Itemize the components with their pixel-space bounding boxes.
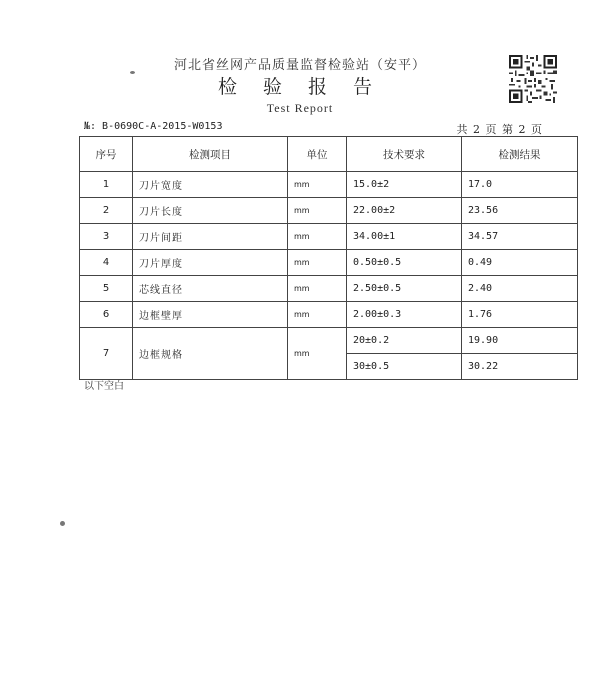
- row-requirement: 20±0.2: [347, 328, 462, 354]
- header-test-item: 检测项目: [133, 137, 288, 172]
- document-title: 检 验 报 告: [217, 76, 383, 98]
- row-unit: mm: [288, 302, 347, 328]
- table-row: [80, 328, 578, 354]
- row-result: 0.49: [462, 250, 578, 276]
- row-result: 2.40: [462, 276, 578, 302]
- row-requirement-secondary: 30±0.5: [347, 354, 462, 380]
- inspection-table: [79, 136, 578, 380]
- row-test-item: 芯线直径: [133, 276, 288, 302]
- document-subtitle: Test Report: [266, 101, 334, 115]
- page-count: 共 2 页 第 2 页: [456, 123, 543, 136]
- table-row: [80, 198, 578, 224]
- table-row: [80, 172, 578, 198]
- table-row: [80, 302, 578, 328]
- row-unit: mm: [288, 198, 347, 224]
- row-serial-no: 3: [80, 224, 133, 250]
- row-unit: mm: [288, 224, 347, 250]
- row-serial-no: 1: [80, 172, 133, 198]
- row-serial-no: 4: [80, 250, 133, 276]
- header-requirement: 技术要求: [347, 137, 462, 172]
- row-result: 34.57: [462, 224, 578, 250]
- row-unit: mm: [288, 276, 347, 302]
- row-requirement: 15.0±2: [347, 172, 462, 198]
- row-unit: mm: [288, 172, 347, 198]
- row-serial-no: 7: [80, 328, 133, 380]
- row-requirement: 22.00±2: [347, 198, 462, 224]
- row-test-item: 刀片间距: [133, 224, 288, 250]
- row-test-item: 边框壁厚: [133, 302, 288, 328]
- report-number: №: B-0690C-A-2015-W0153: [84, 121, 223, 132]
- row-result: 17.0: [462, 172, 578, 198]
- row-test-item: 刀片宽度: [133, 172, 288, 198]
- table-row: [80, 276, 578, 302]
- table-header-row: [80, 137, 578, 172]
- row-result: 23.56: [462, 198, 578, 224]
- table-row: [80, 250, 578, 276]
- scan-speck: [130, 71, 135, 74]
- row-result: 1.76: [462, 302, 578, 328]
- row-serial-no: 5: [80, 276, 133, 302]
- header-serial-no: 序号: [80, 137, 133, 172]
- row-test-item: 刀片长度: [133, 198, 288, 224]
- row-result: 19.90: [462, 328, 578, 354]
- row-test-item: 刀片厚度: [133, 250, 288, 276]
- qr-code-icon: [509, 55, 557, 103]
- scan-speck: [60, 521, 65, 526]
- blank-below-note: 以下空白: [84, 381, 124, 392]
- row-serial-no: 2: [80, 198, 133, 224]
- header-result: 检测结果: [462, 137, 578, 172]
- row-result-secondary: 30.22: [462, 354, 578, 380]
- row-unit: mm: [288, 250, 347, 276]
- row-test-item: 边框规格: [133, 328, 288, 380]
- row-unit: mm: [288, 328, 347, 380]
- row-serial-no: 6: [80, 302, 133, 328]
- row-requirement: 2.00±0.3: [347, 302, 462, 328]
- row-requirement: 34.00±1: [347, 224, 462, 250]
- header-unit: 单位: [288, 137, 347, 172]
- organization-name: 河北省丝网产品质量监督检验站（安平）: [173, 58, 426, 73]
- row-requirement: 2.50±0.5: [347, 276, 462, 302]
- table-row: [80, 224, 578, 250]
- row-requirement: 0.50±0.5: [347, 250, 462, 276]
